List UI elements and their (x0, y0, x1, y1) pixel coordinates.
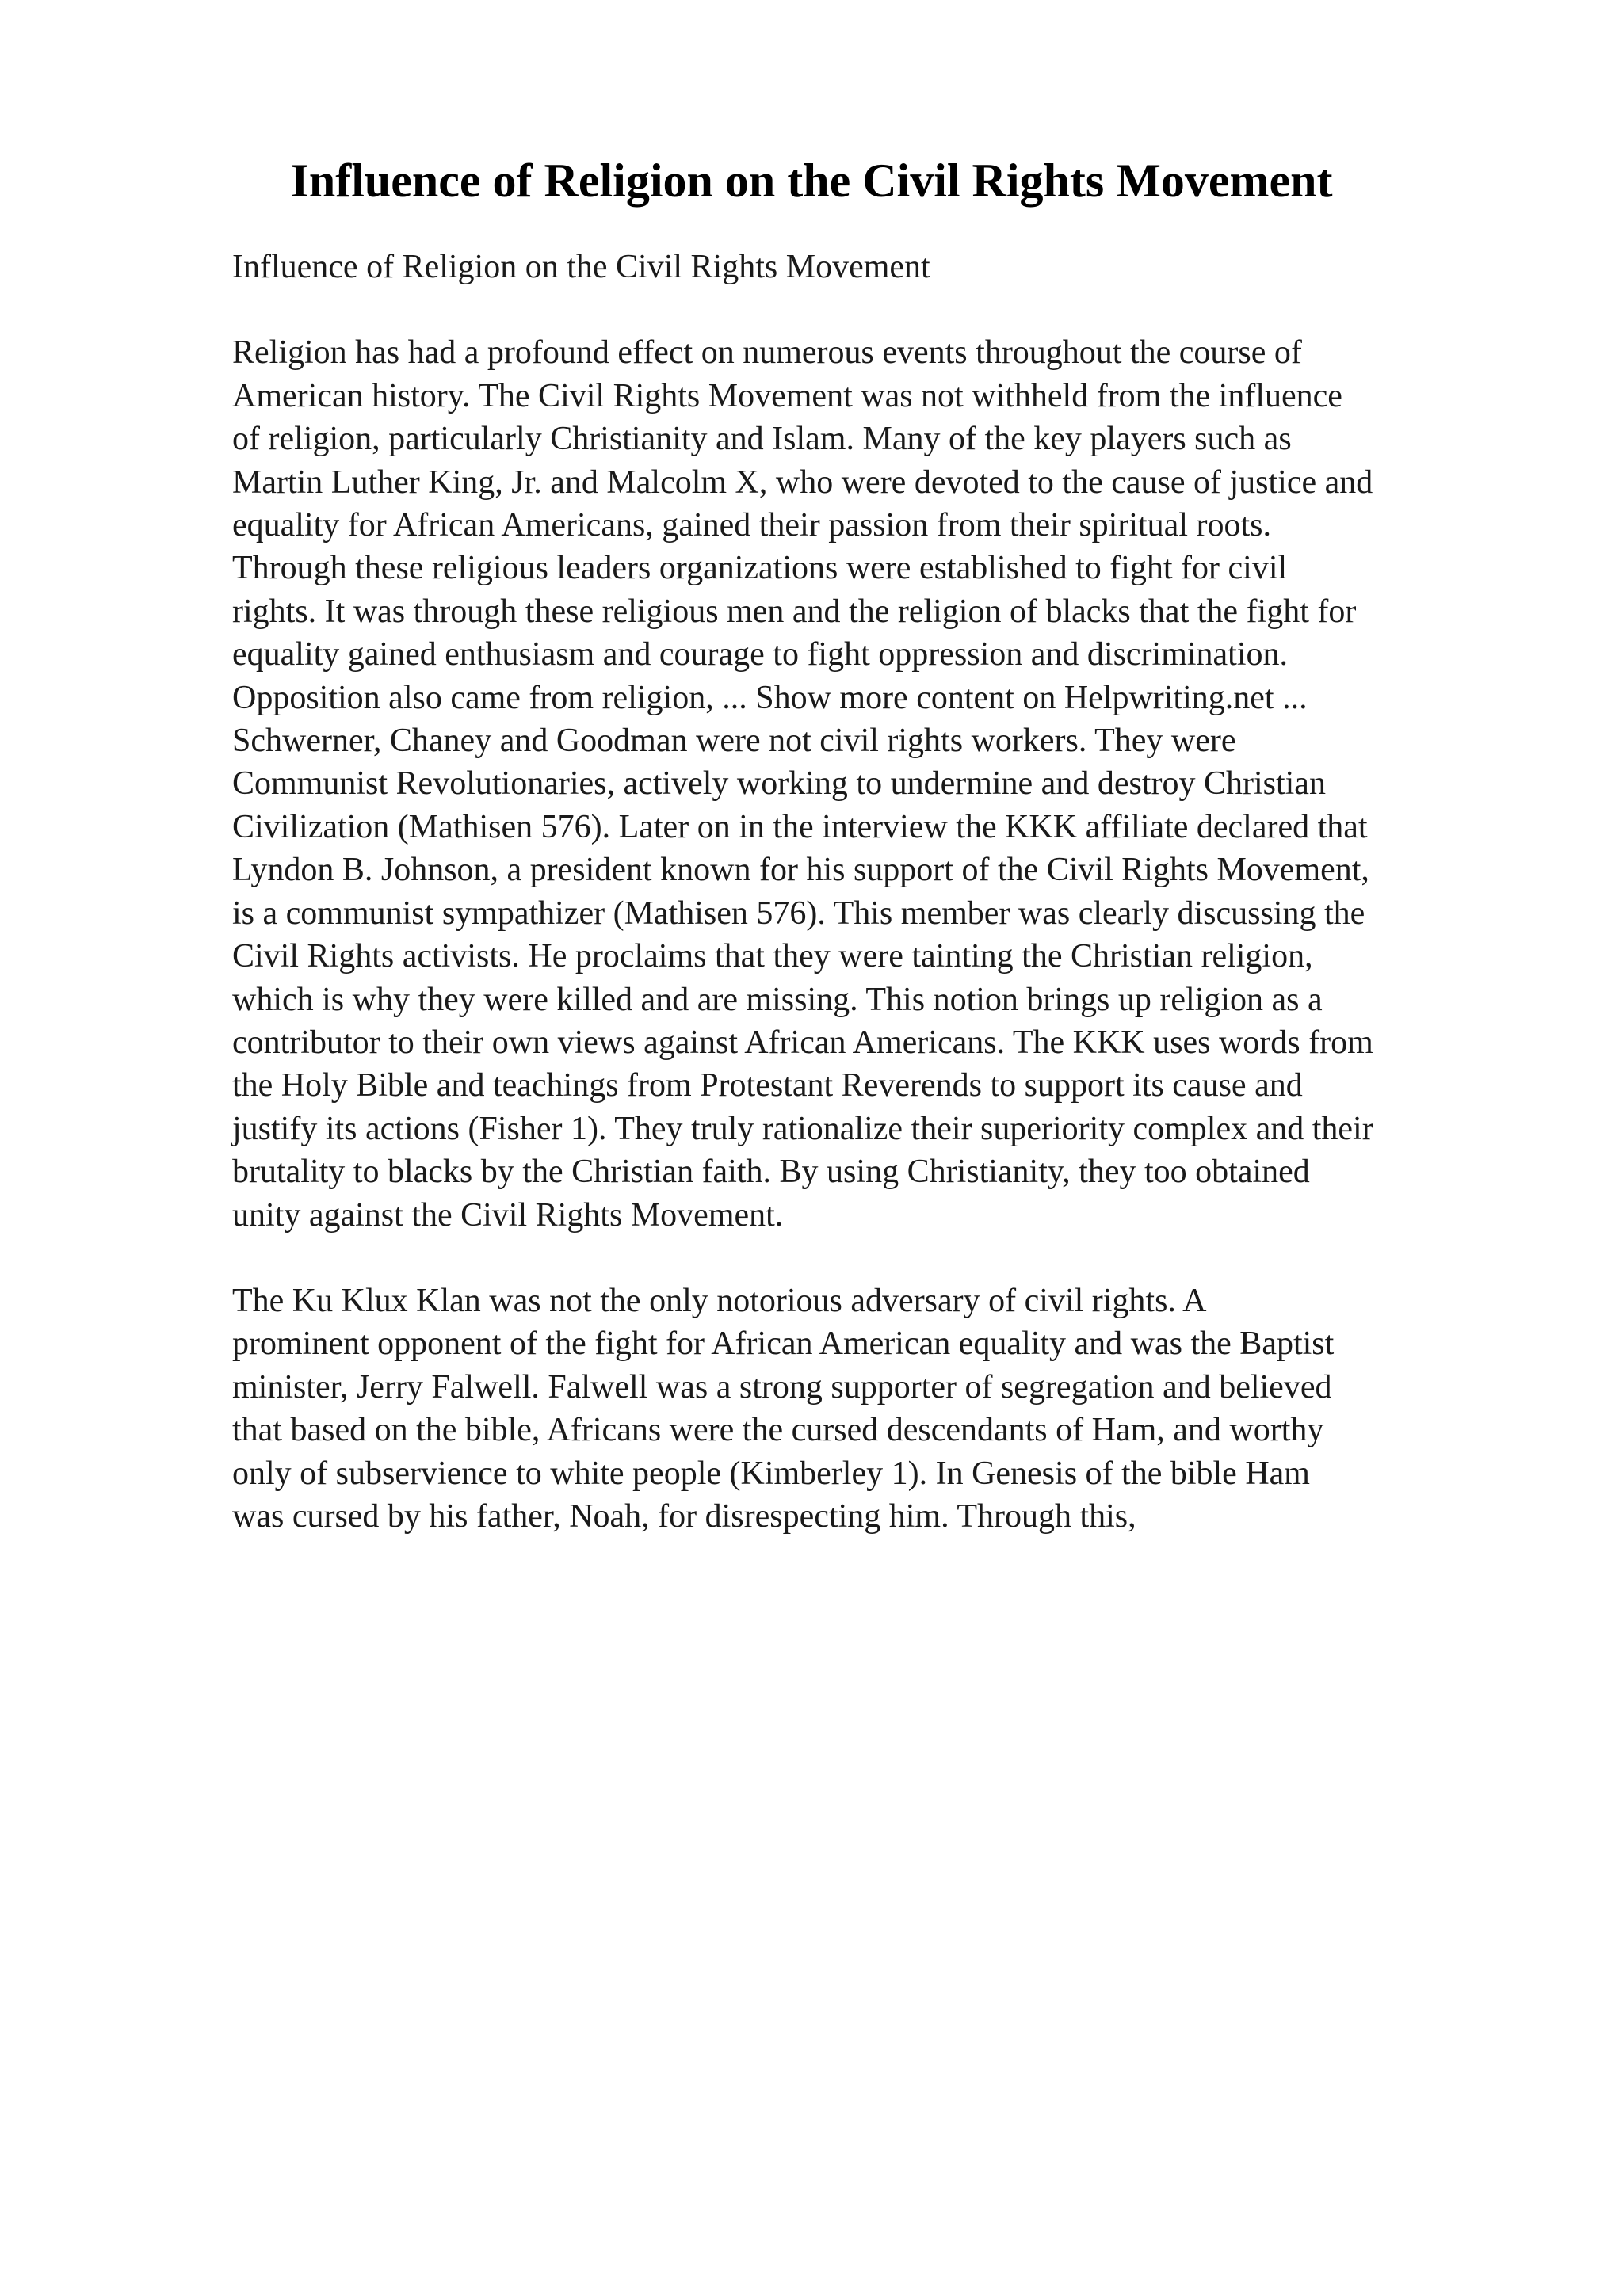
paragraph-line: minister, Jerry Falwell. Falwell was a strong supporter of segregation and believed (232, 1368, 1332, 1405)
paragraph-line: Lyndon B. Johnson, a president known for his support of the Civil Rights Movement, (232, 852, 1369, 889)
document-body (232, 246, 1516, 1581)
paragraph-line: that based on the bible, Africans were the cursed descendants of Ham, and worthy (232, 1412, 1324, 1449)
paragraph-line: Through these religious leaders organizations were established to fight for civil (232, 550, 1288, 587)
paragraph-line: Civilization (Mathisen 576). Later on in the interview the KKK affiliate declared that (232, 808, 1368, 845)
paragraph-line: was cursed by his father, Noah, for disrespecting him. Through this, (232, 1497, 1136, 1535)
paragraph-1 (232, 331, 1516, 1237)
paragraph-line: prominent opponent of the fight for African American equality and was the Baptist (232, 1325, 1335, 1363)
paragraph-line: Schwerner, Chaney and Goodman were not civil rights workers. They were (232, 723, 1236, 760)
paragraph-2 (232, 1280, 1516, 1538)
document-title: Influence of Religion on the Civil Rights Movement (290, 154, 1333, 207)
paragraph-line: unity against the Civil Rights Movement. (232, 1196, 784, 1234)
document-subtitle: Influence of Religion on the Civil Rights Movement (232, 249, 930, 285)
paragraph-line: only of subservience to white people (Kimberley 1). In Genesis of the bible Ham (232, 1455, 1310, 1492)
paragraph-line: is a communist sympathizer (Mathisen 576). This member was clearly discussing the (232, 894, 1365, 932)
paragraph-line: Religion has had a profound effect on numerous events throughout the course of (232, 334, 1302, 372)
paragraph-line: justify its actions (Fisher 1). They truly rationalize their superiority complex and their (232, 1110, 1373, 1147)
paragraph-line: The Ku Klux Klan was not the only notorious adversary of civil rights. A (232, 1282, 1207, 1319)
paragraph-line: equality for African Americans, gained their passion from their spiritual roots. (232, 507, 1271, 544)
paragraph-line: equality gained enthusiasm and courage to fight oppression and discrimination. (232, 636, 1289, 673)
paragraph-line: which is why they were killed and are missing. This notion brings up religion as a (232, 981, 1323, 1018)
paragraph-line: of religion, particularly Christianity and Islam. Many of the key players such as (232, 421, 1292, 458)
paragraph-line: Civil Rights activists. He proclaims that they were tainting the Christian religion, (232, 938, 1313, 975)
paragraph-line: rights. It was through these religious men and the religion of blacks that the fight for (232, 593, 1357, 630)
paragraph-line: Martin Luther King, Jr. and Malcolm X, who were devoted to the cause of justice and (232, 463, 1373, 501)
paragraph-line: brutality to blacks by the Christian faith. By using Christianity, they too obtained (232, 1154, 1310, 1191)
paragraph-line: contributor to their own views against African Americans. The KKK uses words from (232, 1024, 1373, 1061)
paragraph-line: Communist Revolutionaries, actively working to undermine and destroy Christian (232, 765, 1326, 803)
paragraph-line: the Holy Bible and teachings from Protestant Reverends to support its cause and (232, 1067, 1303, 1104)
paragraph-line: Opposition also came from religion, ... Show more content on Helpwriting.net ... (232, 679, 1308, 716)
paragraph-line: American history. The Civil Rights Movement was not withheld from the influence (232, 377, 1342, 414)
